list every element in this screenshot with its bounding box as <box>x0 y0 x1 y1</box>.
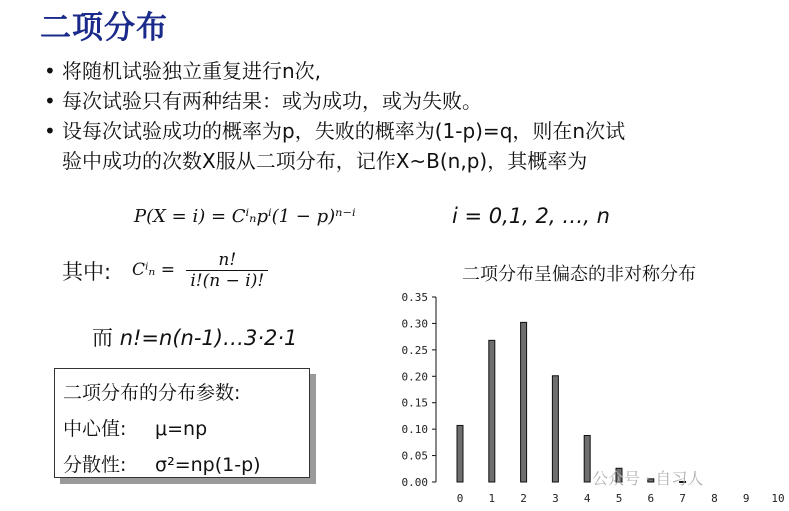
y-tick-label: 0.25 <box>401 343 428 357</box>
bullet-text-cont: 验中成功的次数X服从二项分布，记作X~B(n,p)，其概率为 <box>62 149 588 173</box>
factorial-expr: n!=n(n-1)…3·2·1 <box>119 326 298 350</box>
y-tick-label: 0.00 <box>401 476 428 489</box>
y-tick-label: 0.10 <box>401 423 428 437</box>
index-range: i = 0,1, 2, …, n <box>452 204 610 228</box>
bar-3 <box>552 376 558 482</box>
bullet-text: 将随机试验独立重复进行n次, <box>62 59 322 83</box>
bullet-text: 设每次试验成功的概率为p，失败的概率为(1-p)=q，则在n次试 <box>62 119 626 143</box>
factorial-prefix: 而 <box>92 326 113 350</box>
combination-fraction <box>186 250 268 291</box>
combination-label: 其中: <box>62 260 112 284</box>
y-tick-label: 0.35 <box>401 291 428 304</box>
bar-1 <box>489 340 495 482</box>
fraction-numerator: n! <box>186 250 268 271</box>
variance-value: σ²=np(1-p) <box>155 454 261 476</box>
y-tick-label: 0.30 <box>401 317 428 331</box>
params-heading: 二项分布的分布参数: <box>63 382 241 404</box>
bar-4 <box>584 435 590 482</box>
pmf-formula: P(X = i) = Cⁱₙpⁱ(1 − p)ⁿ⁻ⁱ <box>134 206 356 227</box>
bullet-item <box>44 56 774 86</box>
variance-label: 分散性: <box>63 454 127 476</box>
x-tick-label: 1 <box>488 492 496 505</box>
x-tick-label: 5 <box>615 492 623 505</box>
factorial-line <box>92 322 297 352</box>
bullet-item <box>44 116 774 176</box>
y-tick-label: 0.05 <box>401 449 428 463</box>
chart-title: 二项分布呈偏态的非对称分布 <box>462 264 696 285</box>
fraction-denominator: i!(n − i)! <box>190 271 265 291</box>
mean-label: 中心值: <box>63 418 127 440</box>
bullet-dot: • <box>44 119 56 143</box>
bullet-list <box>44 56 774 176</box>
x-tick-label: 0 <box>456 492 464 505</box>
x-tick-label: 6 <box>647 492 655 505</box>
y-tick-label: 0.20 <box>401 370 428 384</box>
x-tick-label: 2 <box>520 492 527 505</box>
x-tick-label: 3 <box>552 492 559 505</box>
x-tick-label: 10 <box>771 492 785 505</box>
bullet-text: 每次试验只有两种结果：或为成功，或为失败。 <box>62 89 482 113</box>
x-tick-label: 7 <box>679 492 686 505</box>
mean-row <box>63 411 301 447</box>
bullet-dot: • <box>44 59 56 83</box>
x-tick-label: 8 <box>711 492 718 505</box>
parameters-box <box>54 368 310 478</box>
page-title: 二项分布 <box>40 10 168 46</box>
x-tick-label: 9 <box>742 492 750 505</box>
x-tick-label: 4 <box>583 492 591 505</box>
y-tick-label: 0.15 <box>401 396 428 410</box>
mean-value: μ=np <box>155 418 208 440</box>
bar-2 <box>521 322 527 482</box>
bar-0 <box>457 425 463 482</box>
variance-row <box>63 447 301 483</box>
watermark: 公众号 · 自习人 <box>592 469 704 488</box>
combination-lhs: Cⁱₙ = <box>132 260 175 280</box>
bullet-item <box>44 86 774 116</box>
combination-formula <box>132 250 268 291</box>
binomial-bar-chart <box>380 286 785 508</box>
bullet-dot: • <box>44 89 56 113</box>
